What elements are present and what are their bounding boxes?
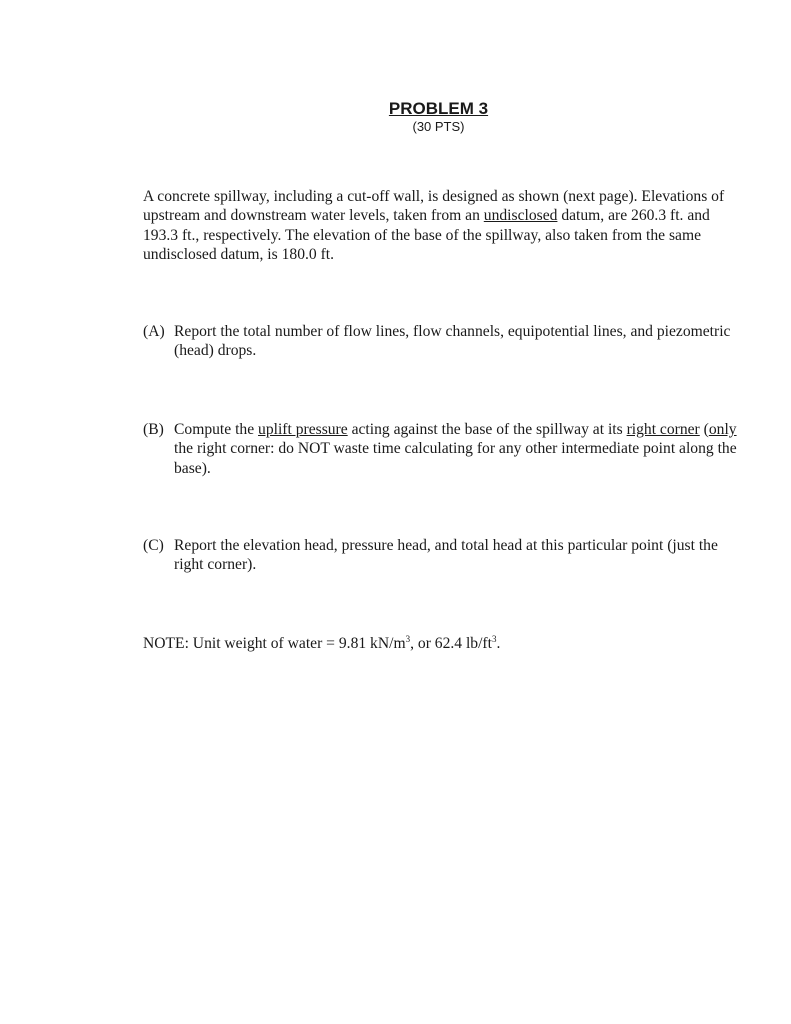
question-b-text-4: the right corner: do NOT waste time calculating for any other intermediate point along the base). bbox=[174, 440, 737, 477]
question-b-uplift-pressure: uplift pressure bbox=[258, 421, 348, 438]
question-b-text-3: ( bbox=[699, 421, 709, 438]
question-c bbox=[143, 536, 743, 575]
question-b bbox=[143, 420, 743, 478]
intro-text-1: A concrete spillway, including a cut-off wall, is designed as shown (next page). Elevations of upstream and downstream water levels, taken from an bbox=[143, 188, 725, 225]
question-a-label: (A) bbox=[143, 323, 165, 340]
intro-text-2: datum, are 260.3 ft. and 193.3 ft., respectively. The elevation of the base of the spillway, also taken from the same undisclosed datum, is 180.0 ft. bbox=[143, 207, 710, 263]
question-b-text-2: acting against the base of the spillway at its bbox=[347, 421, 627, 438]
question-a-text: Report the total number of flow lines, flow channels, equipotential lines, and piezometric (head) drops. bbox=[174, 323, 731, 360]
note-exponent-2: 3 bbox=[491, 633, 497, 644]
question-b-label: (B) bbox=[143, 421, 164, 438]
question-c-text: Report the elevation head, pressure head, and total head at this particular point (just the right corner). bbox=[174, 537, 718, 574]
question-b-text-1: Compute the bbox=[174, 421, 259, 438]
question-b-right-corner: right corner bbox=[626, 421, 700, 438]
question-c-label: (C) bbox=[143, 537, 164, 554]
note-text-1: NOTE: Unit weight of water = 9.81 kN/m bbox=[143, 635, 406, 652]
problem-header bbox=[0, 99, 791, 135]
note bbox=[143, 634, 743, 653]
question-b-only: only bbox=[708, 421, 737, 438]
intro-underlined-word: undisclosed bbox=[483, 207, 558, 225]
problem-points: (30 PTS) bbox=[412, 119, 465, 134]
intro-paragraph bbox=[143, 187, 738, 264]
question-b-text bbox=[174, 420, 743, 478]
note-text-3: . bbox=[496, 635, 501, 652]
note-exponent-1: 3 bbox=[405, 633, 411, 644]
note-text-2: , or 62.4 lb/ft bbox=[410, 635, 492, 652]
question-a bbox=[143, 322, 743, 361]
problem-title: PROBLEM 3 bbox=[388, 99, 489, 118]
